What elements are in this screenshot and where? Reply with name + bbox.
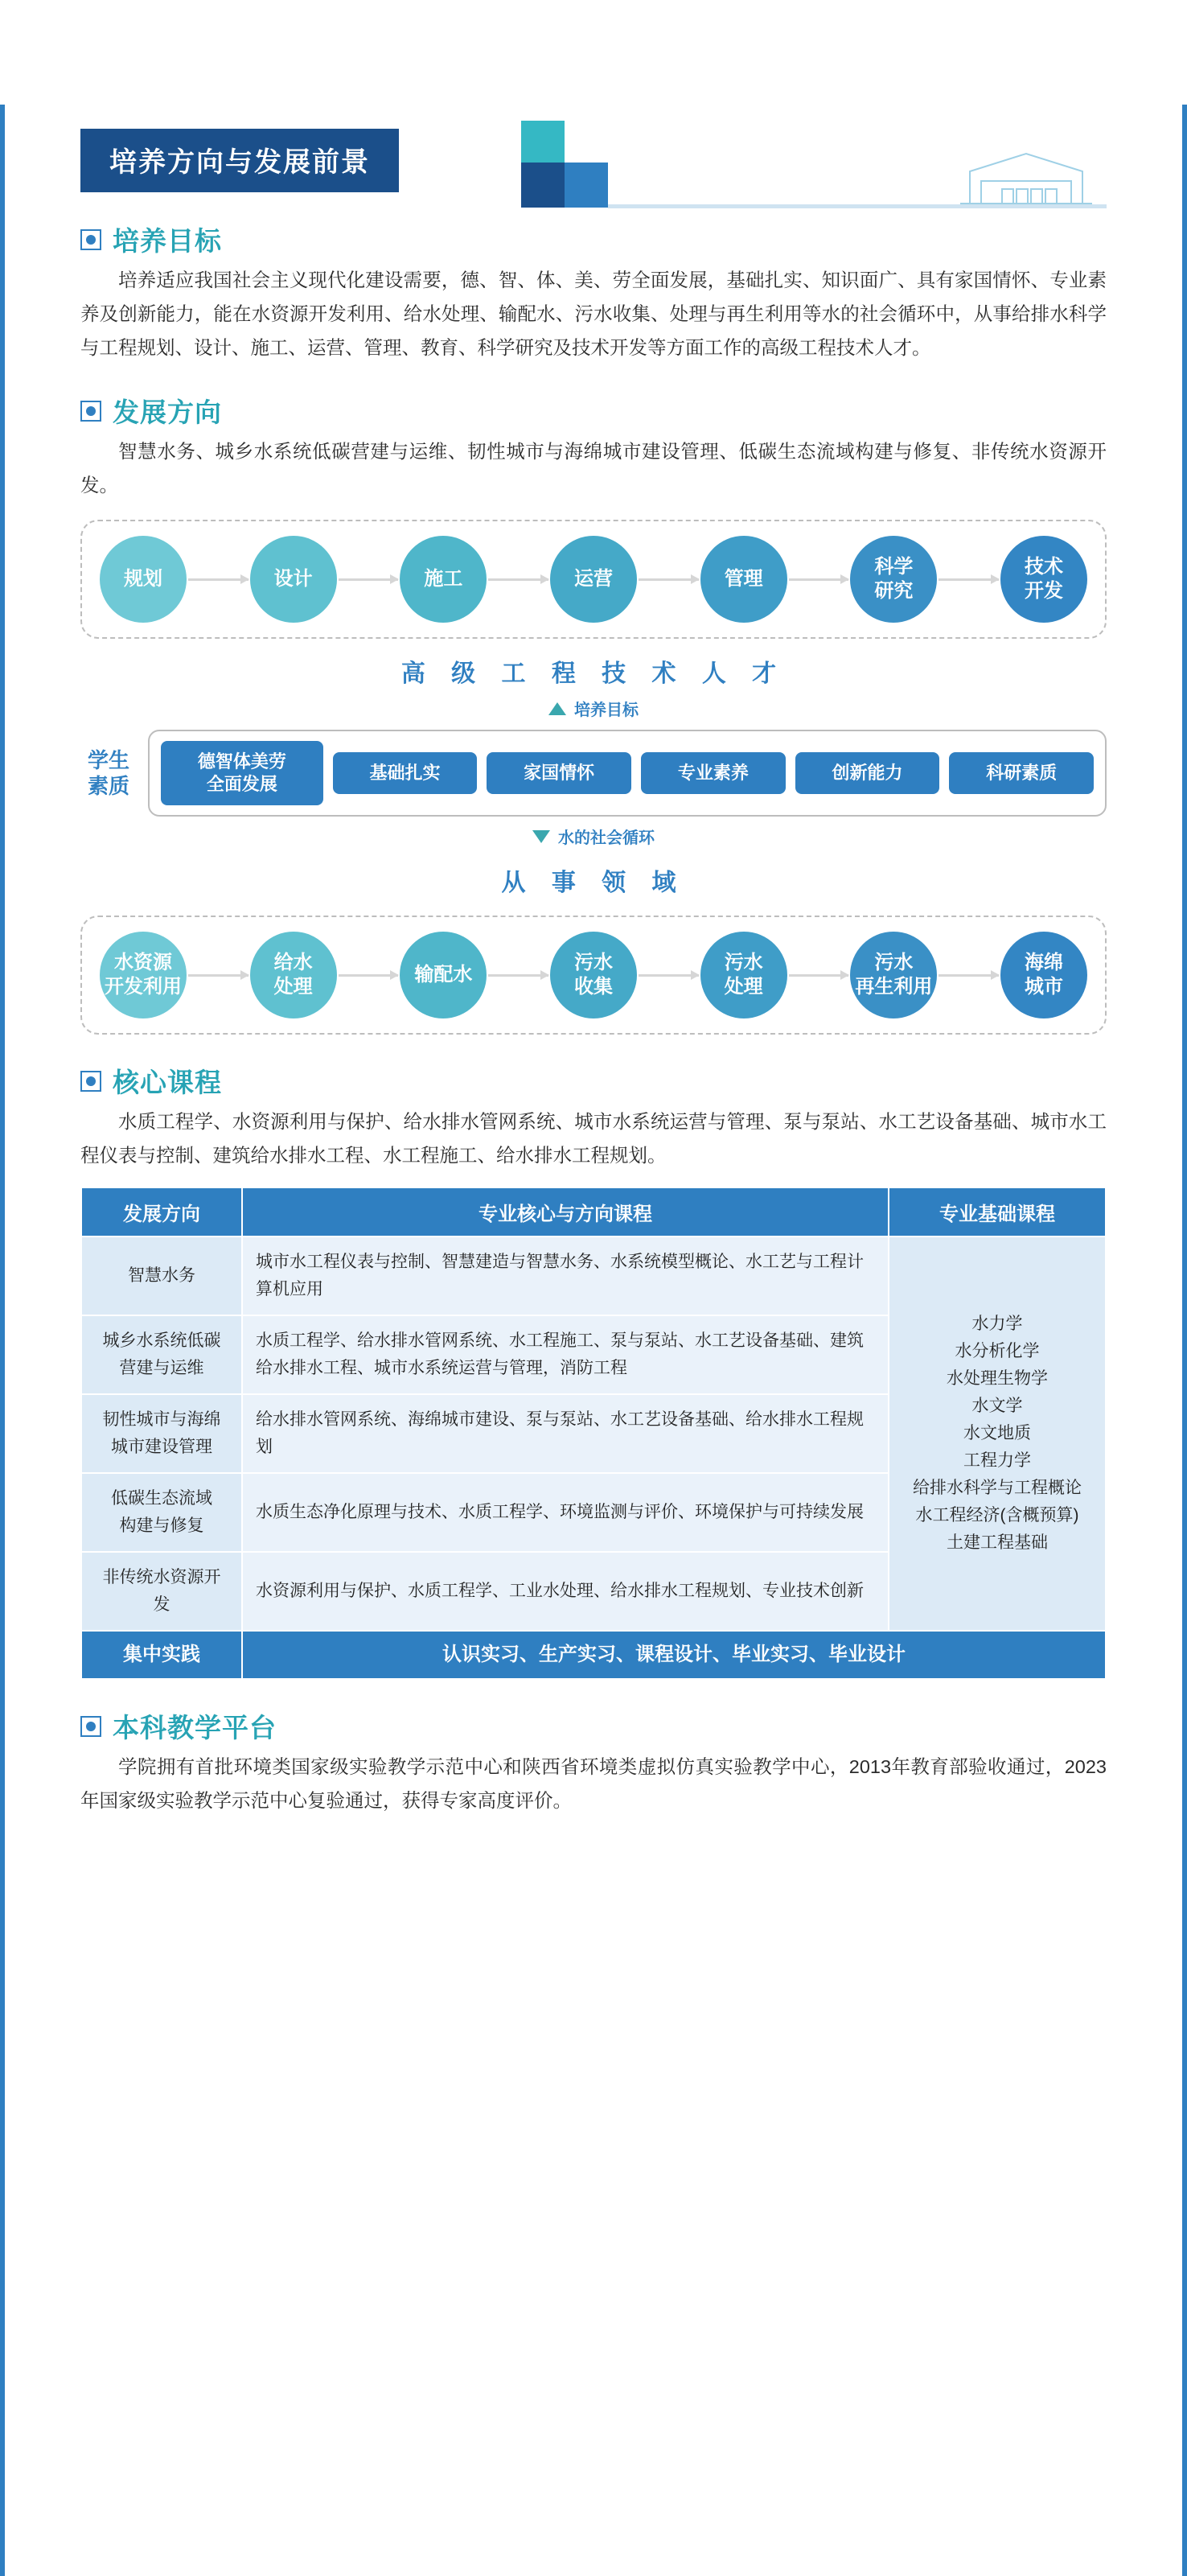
cycle-arrow-row <box>80 825 1107 848</box>
flow-arrow-icon <box>789 578 849 581</box>
flow-arrow-icon <box>639 974 699 977</box>
banner-square-blue <box>565 163 608 208</box>
goal-arrow-label: 培养目标 <box>574 702 639 719</box>
flow-bottom-node-7: 海绵 城市 <box>1000 932 1087 1018</box>
table-header-2: 专业核心与方向课程 <box>242 1187 889 1237</box>
student-quality-row <box>80 730 1107 817</box>
table-cell-direction: 低碳生态流域 构建与修复 <box>81 1473 242 1552</box>
practice-label: 集中实践 <box>81 1631 242 1679</box>
right-edge-rule <box>1182 105 1187 2576</box>
section-body-core: 水质工程学、水资源利用与保护、给水排水管网系统、城市水系统运营与管理、泵与泵站、水工艺设备基础、城市水工程仪表与控制、建筑给水排水工程、水工程施工、给水排水工程规划。 <box>80 1111 1107 1166</box>
table-header-1: 发展方向 <box>81 1187 242 1237</box>
flow-bottom-caption: 从 事 领 域 <box>501 870 686 896</box>
quality-pill-5: 创新能力 <box>795 752 940 794</box>
left-edge-rule <box>0 105 5 2576</box>
flow-top-node-7: 技术 开发 <box>1000 536 1087 623</box>
flow-bottom-node-2: 给水 处理 <box>250 932 337 1018</box>
flow-bottom-node-5: 污水 处理 <box>700 932 787 1018</box>
career-flow-bottom <box>80 916 1107 1035</box>
flow-bottom-node-3: 输配水 <box>400 932 487 1018</box>
flow-arrow-icon <box>488 974 548 977</box>
section-title-direction: 发展方向 <box>113 397 222 427</box>
section-heading-goal <box>80 220 1107 258</box>
table-cell-direction: 韧性城市与海绵 城市建设管理 <box>81 1394 242 1473</box>
section-heading-direction <box>80 392 1107 430</box>
table-body <box>81 1237 1106 1679</box>
flow-top-caption: 高 级 工 程 技 术 人 才 <box>400 660 787 687</box>
quality-pill-6: 科研素质 <box>949 752 1094 794</box>
section-title-goal: 培养目标 <box>113 226 222 256</box>
table-cell-direction: 非传统水资源开发 <box>81 1552 242 1631</box>
flow-top-node-6: 科学 研究 <box>850 536 937 623</box>
flow-bottom-node-1: 水资源 开发利用 <box>100 932 187 1018</box>
flow-top-node-3: 施工 <box>400 536 487 623</box>
banner-square-teal <box>521 121 565 163</box>
flow-arrow-icon <box>939 578 999 581</box>
flow-arrow-icon <box>188 974 248 977</box>
table-row-practice <box>81 1631 1106 1679</box>
section-marker-icon <box>80 229 101 250</box>
arrow-down-icon <box>532 830 550 843</box>
quality-pill-2: 基础扎实 <box>333 752 478 794</box>
building-icon <box>946 149 1107 209</box>
flow-top-node-1: 规划 <box>100 536 187 623</box>
section-title-platform: 本科教学平台 <box>113 1713 277 1743</box>
flow-top-node-5: 管理 <box>700 536 787 623</box>
section-body-goal: 培养适应我国社会主义现代化建设需要，德、智、体、美、劳全面发展，基础扎实、知识面广、具有家国情怀、专业素养及创新能力，能在水资源开发利用、给水处理、输配水、污水收集、处理与再生利用等水的社会循环中，从事给排水科学与工程规划、设计、施工、运营、管理、教育、科学研究及技术开发等方面工作的高级工程技术人才。 <box>80 270 1107 358</box>
page-root <box>0 105 1187 2576</box>
course-table <box>80 1187 1107 1680</box>
flow-arrow-icon <box>339 974 399 977</box>
table-cell-courses: 水资源利用与保护、水质工程学、工业水处理、给水排水工程规划、专业技术创新 <box>242 1552 889 1631</box>
section-marker-icon <box>80 1071 101 1092</box>
section-heading-platform <box>80 1707 1107 1745</box>
section-heading-core <box>80 1062 1107 1100</box>
flow-bottom-node-6: 污水 再生利用 <box>850 932 937 1018</box>
quality-pill-4: 专业素养 <box>641 752 786 794</box>
table-cell-courses: 城市水工程仪表与控制、智慧建造与智慧水务、水系统模型概论、水工艺与工程计算机应用 <box>242 1237 889 1315</box>
flow-top-node-2: 设计 <box>250 536 337 623</box>
table-header-row <box>81 1187 1106 1237</box>
table-row <box>81 1237 1106 1315</box>
student-quality-items <box>148 730 1107 817</box>
flow-arrow-icon <box>789 974 849 977</box>
section-title-core: 核心课程 <box>113 1068 222 1097</box>
practice-value: 认识实习、生产实习、课程设计、毕业实习、毕业设计 <box>242 1631 1106 1679</box>
table-cell-courses: 给水排水管网系统、海绵城市建设、泵与泵站、水工艺设备基础、给水排水工程规划 <box>242 1394 889 1473</box>
goal-arrow-row <box>80 697 1107 720</box>
cycle-arrow-label: 水的社会循环 <box>558 829 655 847</box>
table-cell-basic-courses: 水力学 水分析化学 水处理生物学 水文学 水文地质 工程力学 给排水科学与工程概论 水工程经济(含概预算) 土建工程基础 <box>889 1237 1106 1631</box>
flow-bottom-node-4: 污水 收集 <box>550 932 637 1018</box>
flow-top-node-4: 运营 <box>550 536 637 623</box>
quality-pill-1: 德智体美劳 全面发展 <box>161 741 323 805</box>
flow-arrow-icon <box>339 578 399 581</box>
section-marker-icon <box>80 1716 101 1737</box>
flow-arrow-icon <box>939 974 999 977</box>
page-title: 培养方向与发展前景 <box>80 129 399 192</box>
table-cell-courses: 水质生态净化原理与技术、水质工程学、环境监测与评价、环境保护与可持续发展 <box>242 1473 889 1552</box>
flow-arrow-icon <box>188 578 248 581</box>
flow-arrow-icon <box>639 578 699 581</box>
quality-pill-3: 家国情怀 <box>487 752 631 794</box>
section-body-direction: 智慧水务、城乡水系统低碳营建与运维、韧性城市与海绵城市建设管理、低碳生态流域构建与修复、非传统水资源开发。 <box>80 441 1107 496</box>
student-quality-label: 学生 素质 <box>87 748 129 798</box>
arrow-up-icon <box>548 702 566 715</box>
page-banner <box>80 105 1107 193</box>
flow-arrow-icon <box>488 578 548 581</box>
banner-square-navy <box>521 163 565 208</box>
table-cell-courses: 水质工程学、给水排水管网系统、水工程施工、泵与泵站、水工艺设备基础、建筑给水排水工程、城市水系统运营与管理，消防工程 <box>242 1315 889 1394</box>
table-cell-direction: 智慧水务 <box>81 1237 242 1315</box>
section-body-platform: 学院拥有首批环境类国家级实验教学示范中心和陕西省环境类虚拟仿真实验教学中心，2013年教育部验收通过，2023年国家级实验教学示范中心复验通过，获得专家高度评价。 <box>80 1756 1107 1811</box>
table-cell-direction: 城乡水系统低碳 营建与运维 <box>81 1315 242 1394</box>
table-header-3: 专业基础课程 <box>889 1187 1106 1237</box>
career-flow-top <box>80 520 1107 639</box>
section-marker-icon <box>80 401 101 422</box>
